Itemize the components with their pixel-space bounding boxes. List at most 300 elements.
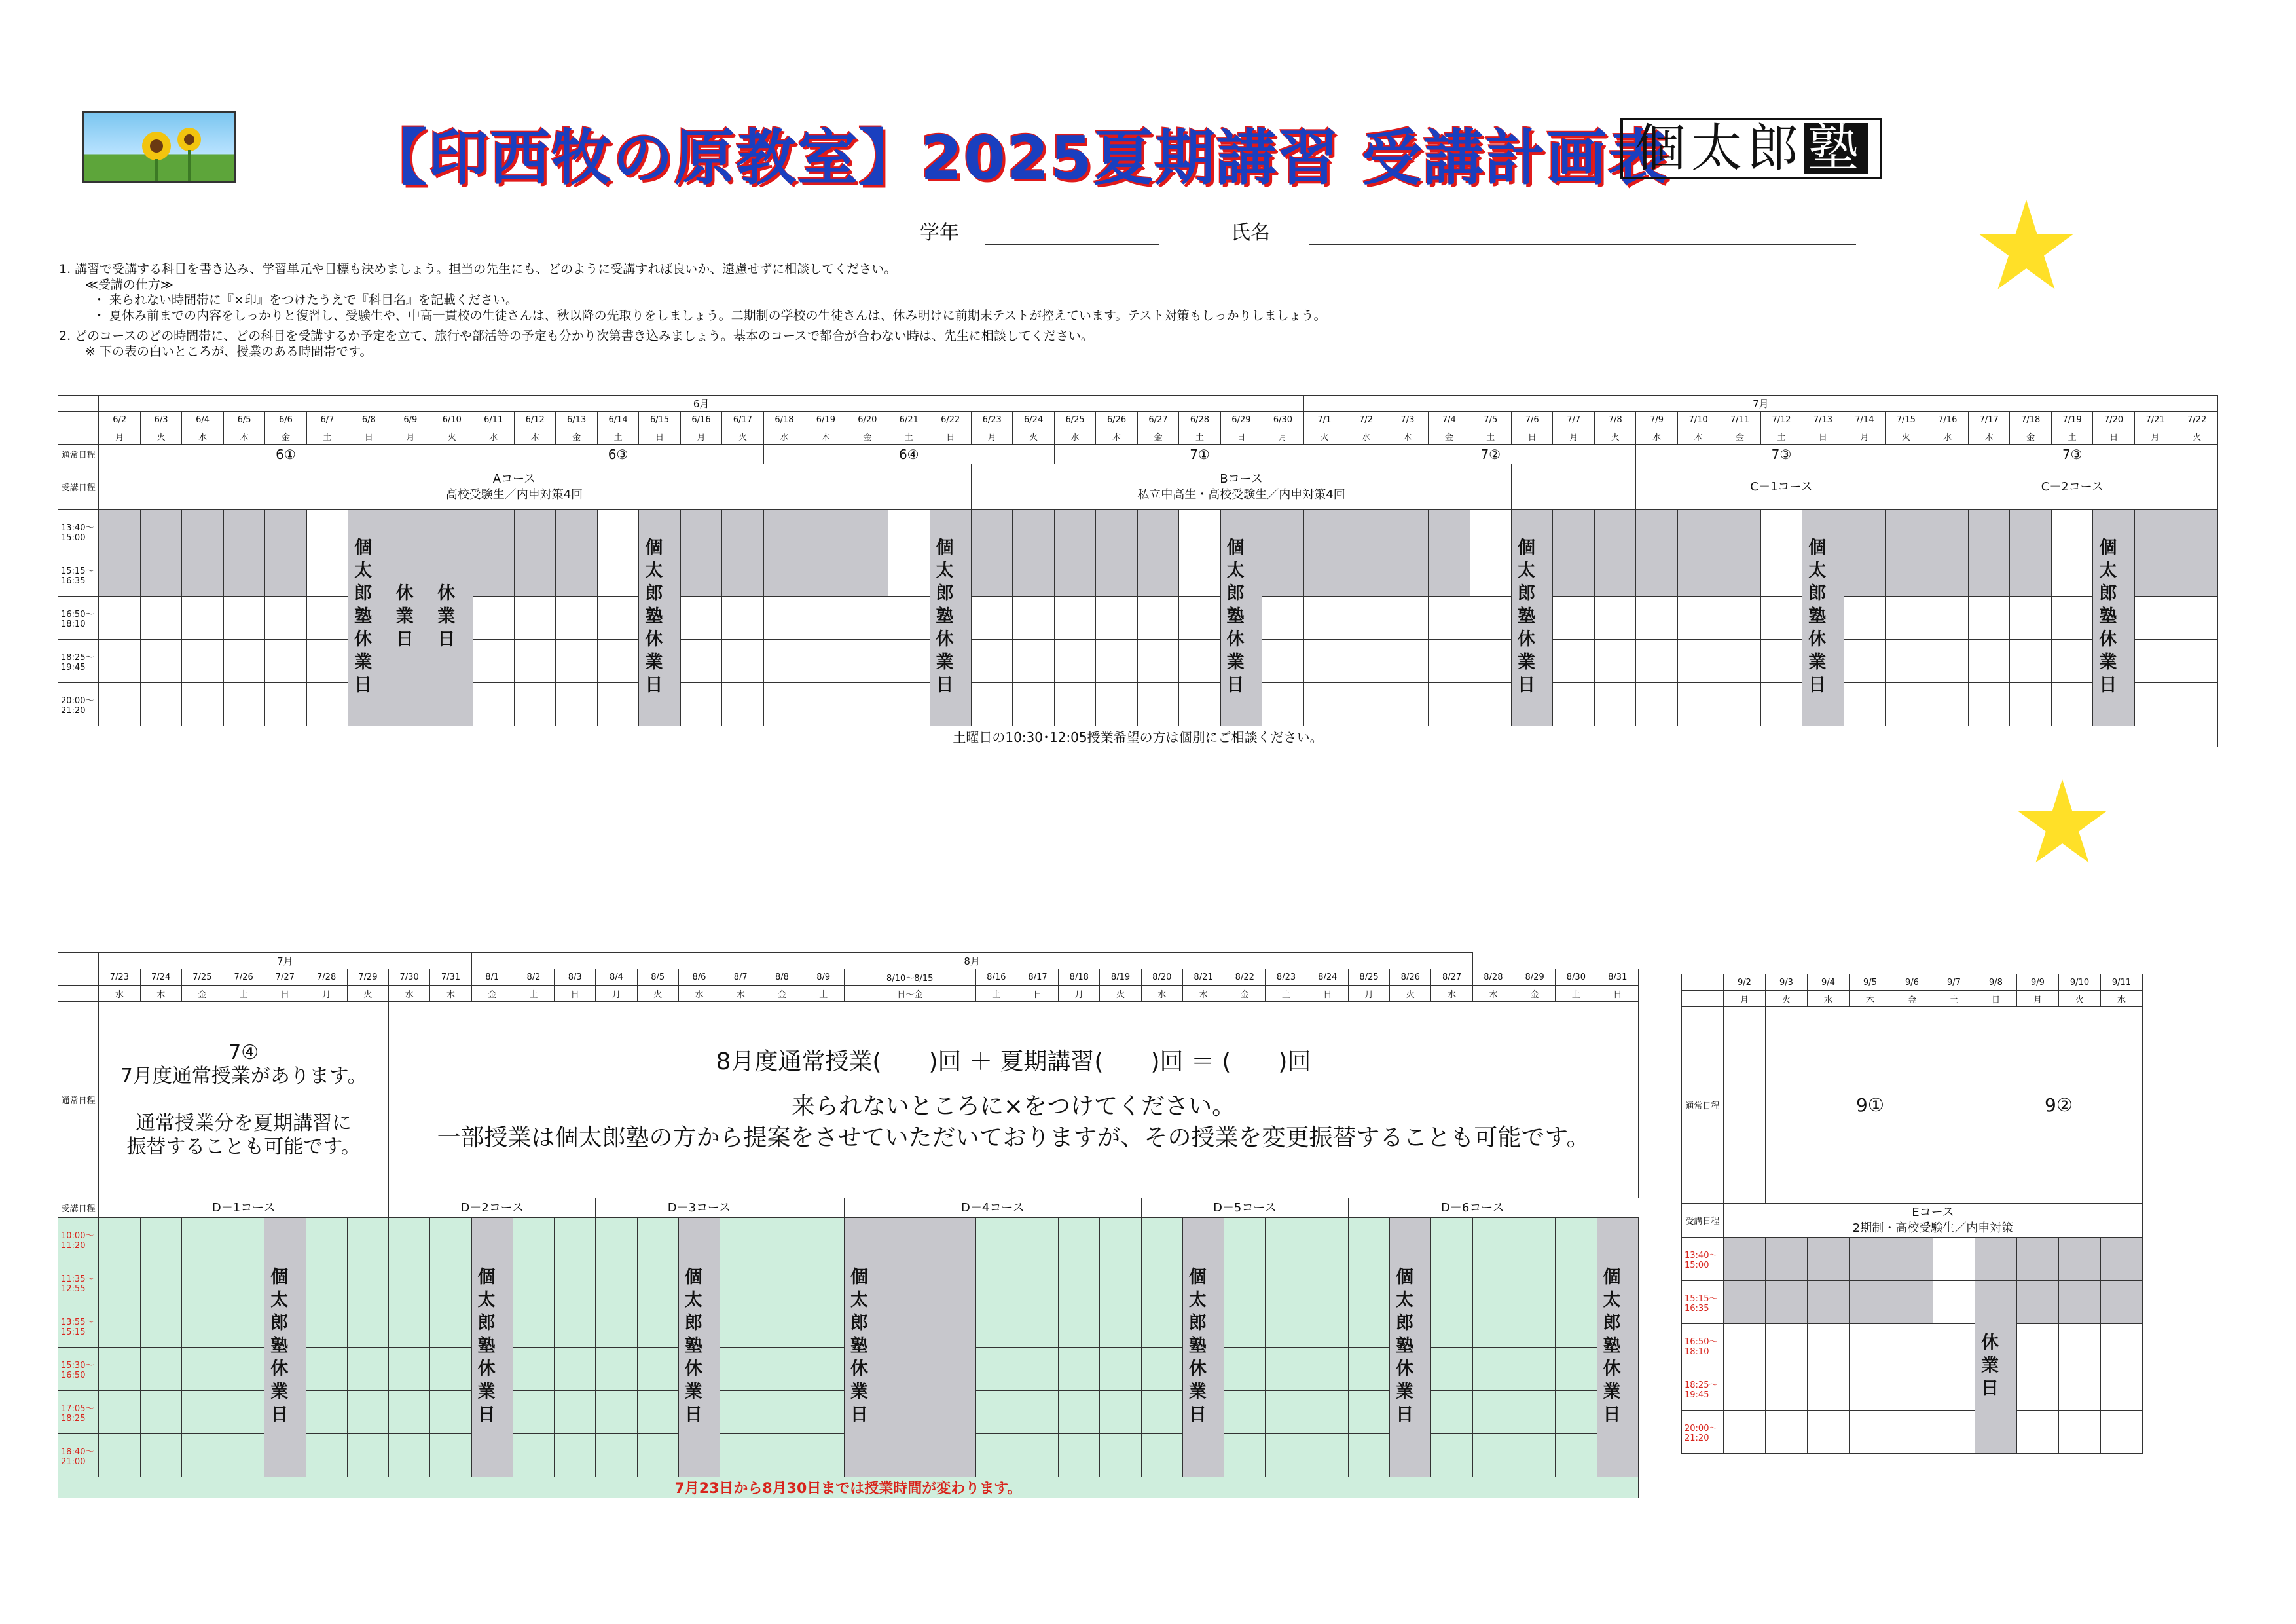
slot-cell[interactable]	[803, 1261, 844, 1304]
slot-cell[interactable]	[473, 683, 514, 726]
slot-cell[interactable]	[2059, 1324, 2101, 1367]
slot-cell[interactable]	[1969, 510, 2010, 553]
slot-cell[interactable]	[265, 597, 306, 640]
slot-cell[interactable]	[722, 683, 763, 726]
slot-cell[interactable]	[597, 597, 638, 640]
slot-cell[interactable]	[223, 553, 264, 597]
slot-cell[interactable]	[2176, 640, 2218, 683]
slot-cell[interactable]	[1969, 553, 2010, 597]
slot-cell[interactable]	[1808, 1238, 1850, 1281]
slot-cell[interactable]	[637, 1391, 678, 1434]
slot-cell[interactable]	[99, 553, 140, 597]
slot-cell[interactable]	[1850, 1367, 1891, 1411]
august-count-formula[interactable]: 8月度通常授業( )回 ＋ 夏期講習( )回 ＝ ( )回	[716, 1048, 1311, 1075]
slot-cell[interactable]	[1470, 510, 1511, 553]
slot-cell[interactable]	[1266, 1304, 1307, 1348]
slot-cell[interactable]	[306, 1434, 347, 1477]
slot-cell[interactable]	[1266, 1348, 1307, 1391]
slot-cell[interactable]	[1472, 1391, 1514, 1434]
slot-cell[interactable]	[1429, 640, 1470, 683]
slot-cell[interactable]	[637, 1434, 678, 1477]
slot-cell[interactable]	[1345, 597, 1387, 640]
slot-cell[interactable]	[971, 683, 1012, 726]
slot-cell[interactable]	[1096, 510, 1137, 553]
slot-cell[interactable]	[430, 1261, 471, 1304]
slot-cell[interactable]	[722, 553, 763, 597]
slot-cell[interactable]	[596, 1304, 637, 1348]
slot-cell[interactable]	[971, 640, 1012, 683]
slot-cell[interactable]	[2017, 1367, 2059, 1411]
slot-cell[interactable]	[1470, 640, 1511, 683]
slot-cell[interactable]	[1307, 1434, 1348, 1477]
slot-cell[interactable]	[596, 1434, 637, 1477]
slot-cell[interactable]	[1017, 1434, 1058, 1477]
slot-cell[interactable]	[1556, 1261, 1597, 1304]
slot-cell[interactable]	[181, 1304, 223, 1348]
slot-cell[interactable]	[2059, 1238, 2101, 1281]
slot-cell[interactable]	[1933, 1281, 1975, 1324]
slot-cell[interactable]	[1556, 1304, 1597, 1348]
slot-cell[interactable]	[1553, 553, 1594, 597]
slot-cell[interactable]	[1348, 1391, 1389, 1434]
slot-cell[interactable]	[1850, 1238, 1891, 1281]
slot-cell[interactable]	[1013, 553, 1054, 597]
slot-cell[interactable]	[1933, 1324, 1975, 1367]
slot-cell[interactable]	[2134, 640, 2176, 683]
slot-cell[interactable]	[182, 640, 223, 683]
slot-cell[interactable]	[2059, 1281, 2101, 1324]
slot-cell[interactable]	[680, 597, 721, 640]
slot-cell[interactable]	[1933, 1367, 1975, 1411]
slot-cell[interactable]	[1345, 683, 1387, 726]
slot-cell[interactable]	[1844, 510, 1885, 553]
slot-cell[interactable]	[1677, 510, 1719, 553]
slot-cell[interactable]	[1927, 683, 1968, 726]
slot-cell[interactable]	[2017, 1411, 2059, 1454]
slot-cell[interactable]	[1141, 1391, 1182, 1434]
slot-cell[interactable]	[1059, 1348, 1100, 1391]
slot-cell[interactable]	[1927, 597, 1968, 640]
slot-cell[interactable]	[1719, 683, 1760, 726]
slot-cell[interactable]	[181, 1391, 223, 1434]
slot-cell[interactable]	[2010, 597, 2051, 640]
slot-cell[interactable]	[2010, 683, 2051, 726]
slot-cell[interactable]	[1307, 1304, 1348, 1348]
slot-cell[interactable]	[1553, 510, 1594, 553]
slot-cell[interactable]	[1179, 597, 1220, 640]
slot-cell[interactable]	[2176, 510, 2218, 553]
slot-cell[interactable]	[1224, 1304, 1266, 1348]
slot-cell[interactable]	[1766, 1324, 1808, 1367]
slot-cell[interactable]	[2101, 1367, 2143, 1411]
slot-cell[interactable]	[223, 1434, 264, 1477]
slot-cell[interactable]	[473, 597, 514, 640]
slot-cell[interactable]	[720, 1348, 761, 1391]
slot-cell[interactable]	[306, 1304, 347, 1348]
slot-cell[interactable]	[2051, 683, 2092, 726]
slot-cell[interactable]	[1556, 1434, 1597, 1477]
slot-cell[interactable]	[1760, 597, 1802, 640]
slot-cell[interactable]	[1303, 553, 1345, 597]
slot-cell[interactable]	[556, 510, 597, 553]
slot-cell[interactable]	[1013, 683, 1054, 726]
grade-field[interactable]	[920, 216, 1159, 245]
slot-cell[interactable]	[1724, 1324, 1766, 1367]
slot-cell[interactable]	[555, 1434, 596, 1477]
slot-cell[interactable]	[1719, 640, 1760, 683]
slot-cell[interactable]	[556, 597, 597, 640]
slot-cell[interactable]	[1307, 1218, 1348, 1261]
slot-cell[interactable]	[430, 1304, 471, 1348]
slot-cell[interactable]	[181, 1348, 223, 1391]
slot-cell[interactable]	[1724, 1367, 1766, 1411]
slot-cell[interactable]	[140, 597, 181, 640]
slot-cell[interactable]	[803, 1391, 844, 1434]
slot-cell[interactable]	[763, 683, 805, 726]
slot-cell[interactable]	[223, 1261, 264, 1304]
slot-cell[interactable]	[347, 1434, 388, 1477]
slot-cell[interactable]	[223, 510, 264, 553]
slot-cell[interactable]	[265, 510, 306, 553]
slot-cell[interactable]	[1677, 683, 1719, 726]
slot-cell[interactable]	[389, 1218, 430, 1261]
slot-cell[interactable]	[473, 510, 514, 553]
slot-cell[interactable]	[1886, 597, 1927, 640]
slot-cell[interactable]	[975, 1434, 1017, 1477]
slot-cell[interactable]	[1100, 1218, 1141, 1261]
slot-cell[interactable]	[1470, 553, 1511, 597]
slot-cell[interactable]	[1760, 640, 1802, 683]
slot-cell[interactable]	[1594, 683, 1635, 726]
slot-cell[interactable]	[1303, 640, 1345, 683]
slot-cell[interactable]	[1179, 510, 1220, 553]
slot-cell[interactable]	[1266, 1261, 1307, 1304]
slot-cell[interactable]	[1054, 640, 1095, 683]
slot-cell[interactable]	[1553, 683, 1594, 726]
slot-cell[interactable]	[1224, 1434, 1266, 1477]
slot-cell[interactable]	[1891, 1238, 1933, 1281]
slot-cell[interactable]	[888, 553, 930, 597]
slot-cell[interactable]	[223, 1391, 264, 1434]
slot-cell[interactable]	[1387, 597, 1428, 640]
slot-cell[interactable]	[1724, 1238, 1766, 1281]
slot-cell[interactable]	[596, 1218, 637, 1261]
slot-cell[interactable]	[181, 1434, 223, 1477]
slot-cell[interactable]	[596, 1261, 637, 1304]
slot-cell[interactable]	[1141, 1434, 1182, 1477]
slot-cell[interactable]	[1969, 640, 2010, 683]
slot-cell[interactable]	[223, 640, 264, 683]
slot-cell[interactable]	[347, 1261, 388, 1304]
slot-cell[interactable]	[306, 1261, 347, 1304]
slot-cell[interactable]	[2101, 1324, 2143, 1367]
slot-cell[interactable]	[99, 683, 140, 726]
slot-cell[interactable]	[722, 640, 763, 683]
slot-cell[interactable]	[1514, 1261, 1556, 1304]
slot-cell[interactable]	[1553, 597, 1594, 640]
slot-cell[interactable]	[597, 553, 638, 597]
slot-cell[interactable]	[1387, 683, 1428, 726]
slot-cell[interactable]	[763, 640, 805, 683]
slot-cell[interactable]	[805, 597, 847, 640]
slot-cell[interactable]	[140, 510, 181, 553]
slot-cell[interactable]	[1472, 1348, 1514, 1391]
slot-cell[interactable]	[975, 1348, 1017, 1391]
slot-cell[interactable]	[1886, 640, 1927, 683]
slot-cell[interactable]	[140, 683, 181, 726]
slot-cell[interactable]	[1429, 597, 1470, 640]
slot-cell[interactable]	[99, 1218, 140, 1261]
slot-cell[interactable]	[473, 553, 514, 597]
slot-cell[interactable]	[2010, 553, 2051, 597]
slot-cell[interactable]	[763, 553, 805, 597]
slot-cell[interactable]	[306, 683, 348, 726]
slot-cell[interactable]	[181, 1218, 223, 1261]
slot-cell[interactable]	[637, 1348, 678, 1391]
slot-cell[interactable]	[513, 1218, 554, 1261]
slot-cell[interactable]	[1141, 1261, 1182, 1304]
slot-cell[interactable]	[347, 1348, 388, 1391]
slot-cell[interactable]	[1472, 1304, 1514, 1348]
slot-cell[interactable]	[1760, 553, 1802, 597]
slot-cell[interactable]	[637, 1261, 678, 1304]
slot-cell[interactable]	[1179, 640, 1220, 683]
slot-cell[interactable]	[1429, 683, 1470, 726]
slot-cell[interactable]	[1719, 597, 1760, 640]
slot-cell[interactable]	[1594, 640, 1635, 683]
slot-cell[interactable]	[1096, 597, 1137, 640]
slot-cell[interactable]	[513, 1261, 554, 1304]
slot-cell[interactable]	[1100, 1304, 1141, 1348]
slot-cell[interactable]	[1429, 510, 1470, 553]
slot-cell[interactable]	[1636, 683, 1677, 726]
slot-cell[interactable]	[1431, 1348, 1472, 1391]
slot-cell[interactable]	[1054, 683, 1095, 726]
slot-cell[interactable]	[1891, 1411, 1933, 1454]
slot-cell[interactable]	[1636, 640, 1677, 683]
slot-cell[interactable]	[2051, 640, 2092, 683]
slot-cell[interactable]	[555, 1218, 596, 1261]
slot-cell[interactable]	[1262, 510, 1304, 553]
slot-cell[interactable]	[1348, 1218, 1389, 1261]
slot-cell[interactable]	[761, 1261, 803, 1304]
slot-cell[interactable]	[389, 1434, 430, 1477]
slot-cell[interactable]	[1514, 1304, 1556, 1348]
slot-cell[interactable]	[975, 1391, 1017, 1434]
slot-cell[interactable]	[1927, 553, 1968, 597]
slot-cell[interactable]	[555, 1348, 596, 1391]
slot-cell[interactable]	[975, 1304, 1017, 1348]
slot-cell[interactable]	[1891, 1367, 1933, 1411]
slot-cell[interactable]	[1677, 597, 1719, 640]
slot-cell[interactable]	[1556, 1218, 1597, 1261]
name-field[interactable]	[1231, 216, 1856, 245]
slot-cell[interactable]	[1303, 683, 1345, 726]
slot-cell[interactable]	[1054, 510, 1095, 553]
slot-cell[interactable]	[1100, 1348, 1141, 1391]
slot-cell[interactable]	[1927, 640, 1968, 683]
slot-cell[interactable]	[2017, 1281, 2059, 1324]
slot-cell[interactable]	[1808, 1324, 1850, 1367]
slot-cell[interactable]	[975, 1261, 1017, 1304]
slot-cell[interactable]	[1594, 553, 1635, 597]
slot-cell[interactable]	[265, 683, 306, 726]
slot-cell[interactable]	[1141, 1304, 1182, 1348]
slot-cell[interactable]	[888, 597, 930, 640]
slot-cell[interactable]	[1013, 510, 1054, 553]
slot-cell[interactable]	[99, 1261, 140, 1304]
slot-cell[interactable]	[306, 1218, 347, 1261]
slot-cell[interactable]	[597, 683, 638, 726]
slot-cell[interactable]	[1808, 1411, 1850, 1454]
slot-cell[interactable]	[306, 597, 348, 640]
slot-cell[interactable]	[223, 1348, 264, 1391]
slot-cell[interactable]	[1724, 1411, 1766, 1454]
slot-cell[interactable]	[763, 597, 805, 640]
slot-cell[interactable]	[347, 1218, 388, 1261]
slot-cell[interactable]	[473, 640, 514, 683]
slot-cell[interactable]	[556, 683, 597, 726]
slot-cell[interactable]	[2017, 1324, 2059, 1367]
slot-cell[interactable]	[1348, 1261, 1389, 1304]
slot-cell[interactable]	[1179, 683, 1220, 726]
slot-cell[interactable]	[389, 1304, 430, 1348]
slot-cell[interactable]	[1886, 683, 1927, 726]
slot-cell[interactable]	[720, 1391, 761, 1434]
slot-cell[interactable]	[513, 1391, 554, 1434]
slot-cell[interactable]	[1472, 1261, 1514, 1304]
slot-cell[interactable]	[513, 1434, 554, 1477]
slot-cell[interactable]	[1724, 1281, 1766, 1324]
slot-cell[interactable]	[1017, 1391, 1058, 1434]
slot-cell[interactable]	[555, 1304, 596, 1348]
slot-cell[interactable]	[514, 510, 555, 553]
slot-cell[interactable]	[140, 1391, 181, 1434]
slot-cell[interactable]	[2101, 1281, 2143, 1324]
slot-cell[interactable]	[1553, 640, 1594, 683]
slot-cell[interactable]	[2134, 553, 2176, 597]
slot-cell[interactable]	[1514, 1218, 1556, 1261]
slot-cell[interactable]	[1387, 553, 1428, 597]
slot-cell[interactable]	[306, 640, 348, 683]
slot-cell[interactable]	[1307, 1391, 1348, 1434]
slot-cell[interactable]	[2017, 1238, 2059, 1281]
slot-cell[interactable]	[1137, 597, 1178, 640]
slot-cell[interactable]	[1017, 1261, 1058, 1304]
slot-cell[interactable]	[514, 597, 555, 640]
slot-cell[interactable]	[1933, 1238, 1975, 1281]
slot-cell[interactable]	[1348, 1434, 1389, 1477]
slot-cell[interactable]	[2134, 510, 2176, 553]
slot-cell[interactable]	[181, 1261, 223, 1304]
slot-cell[interactable]	[1100, 1261, 1141, 1304]
slot-cell[interactable]	[556, 553, 597, 597]
slot-cell[interactable]	[1179, 553, 1220, 597]
slot-cell[interactable]	[847, 640, 888, 683]
slot-cell[interactable]	[99, 1391, 140, 1434]
slot-cell[interactable]	[1514, 1434, 1556, 1477]
slot-cell[interactable]	[680, 683, 721, 726]
slot-cell[interactable]	[1431, 1218, 1472, 1261]
slot-cell[interactable]	[2051, 597, 2092, 640]
slot-cell[interactable]	[805, 553, 847, 597]
slot-cell[interactable]	[971, 597, 1012, 640]
slot-cell[interactable]	[637, 1218, 678, 1261]
slot-cell[interactable]	[1096, 640, 1137, 683]
slot-cell[interactable]	[1224, 1261, 1266, 1304]
slot-cell[interactable]	[1636, 510, 1677, 553]
slot-cell[interactable]	[1556, 1348, 1597, 1391]
slot-cell[interactable]	[99, 1348, 140, 1391]
slot-cell[interactable]	[1514, 1348, 1556, 1391]
slot-cell[interactable]	[1844, 640, 1885, 683]
slot-cell[interactable]	[430, 1434, 471, 1477]
slot-cell[interactable]	[2176, 553, 2218, 597]
slot-cell[interactable]	[182, 597, 223, 640]
slot-cell[interactable]	[596, 1391, 637, 1434]
slot-cell[interactable]	[1266, 1218, 1307, 1261]
slot-cell[interactable]	[1891, 1281, 1933, 1324]
slot-cell[interactable]	[99, 597, 140, 640]
slot-cell[interactable]	[1636, 597, 1677, 640]
slot-cell[interactable]	[1137, 683, 1178, 726]
slot-cell[interactable]	[2101, 1238, 2143, 1281]
slot-cell[interactable]	[597, 510, 638, 553]
slot-cell[interactable]	[1013, 640, 1054, 683]
slot-cell[interactable]	[1137, 510, 1178, 553]
slot-cell[interactable]	[140, 1304, 181, 1348]
slot-cell[interactable]	[140, 640, 181, 683]
slot-cell[interactable]	[680, 510, 721, 553]
slot-cell[interactable]	[1054, 597, 1095, 640]
slot-cell[interactable]	[389, 1348, 430, 1391]
slot-cell[interactable]	[1224, 1218, 1266, 1261]
slot-cell[interactable]	[680, 553, 721, 597]
slot-cell[interactable]	[1017, 1348, 1058, 1391]
slot-cell[interactable]	[347, 1304, 388, 1348]
slot-cell[interactable]	[847, 597, 888, 640]
slot-cell[interactable]	[306, 510, 348, 553]
slot-cell[interactable]	[2051, 553, 2092, 597]
slot-cell[interactable]	[389, 1261, 430, 1304]
slot-cell[interactable]	[763, 510, 805, 553]
slot-cell[interactable]	[722, 597, 763, 640]
slot-cell[interactable]	[223, 1304, 264, 1348]
slot-cell[interactable]	[1431, 1434, 1472, 1477]
slot-cell[interactable]	[306, 1391, 347, 1434]
slot-cell[interactable]	[720, 1218, 761, 1261]
slot-cell[interactable]	[1387, 510, 1428, 553]
slot-cell[interactable]	[555, 1261, 596, 1304]
slot-cell[interactable]	[805, 640, 847, 683]
slot-cell[interactable]	[1266, 1434, 1307, 1477]
slot-cell[interactable]	[2134, 597, 2176, 640]
slot-cell[interactable]	[847, 553, 888, 597]
slot-cell[interactable]	[1345, 510, 1387, 553]
slot-cell[interactable]	[2059, 1411, 2101, 1454]
slot-cell[interactable]	[389, 1391, 430, 1434]
slot-cell[interactable]	[1514, 1391, 1556, 1434]
slot-cell[interactable]	[1141, 1218, 1182, 1261]
slot-cell[interactable]	[1844, 597, 1885, 640]
slot-cell[interactable]	[1345, 553, 1387, 597]
slot-cell[interactable]	[2010, 510, 2051, 553]
slot-cell[interactable]	[1137, 640, 1178, 683]
slot-cell[interactable]	[596, 1348, 637, 1391]
slot-cell[interactable]	[2101, 1411, 2143, 1454]
slot-cell[interactable]	[1850, 1411, 1891, 1454]
slot-cell[interactable]	[1470, 597, 1511, 640]
